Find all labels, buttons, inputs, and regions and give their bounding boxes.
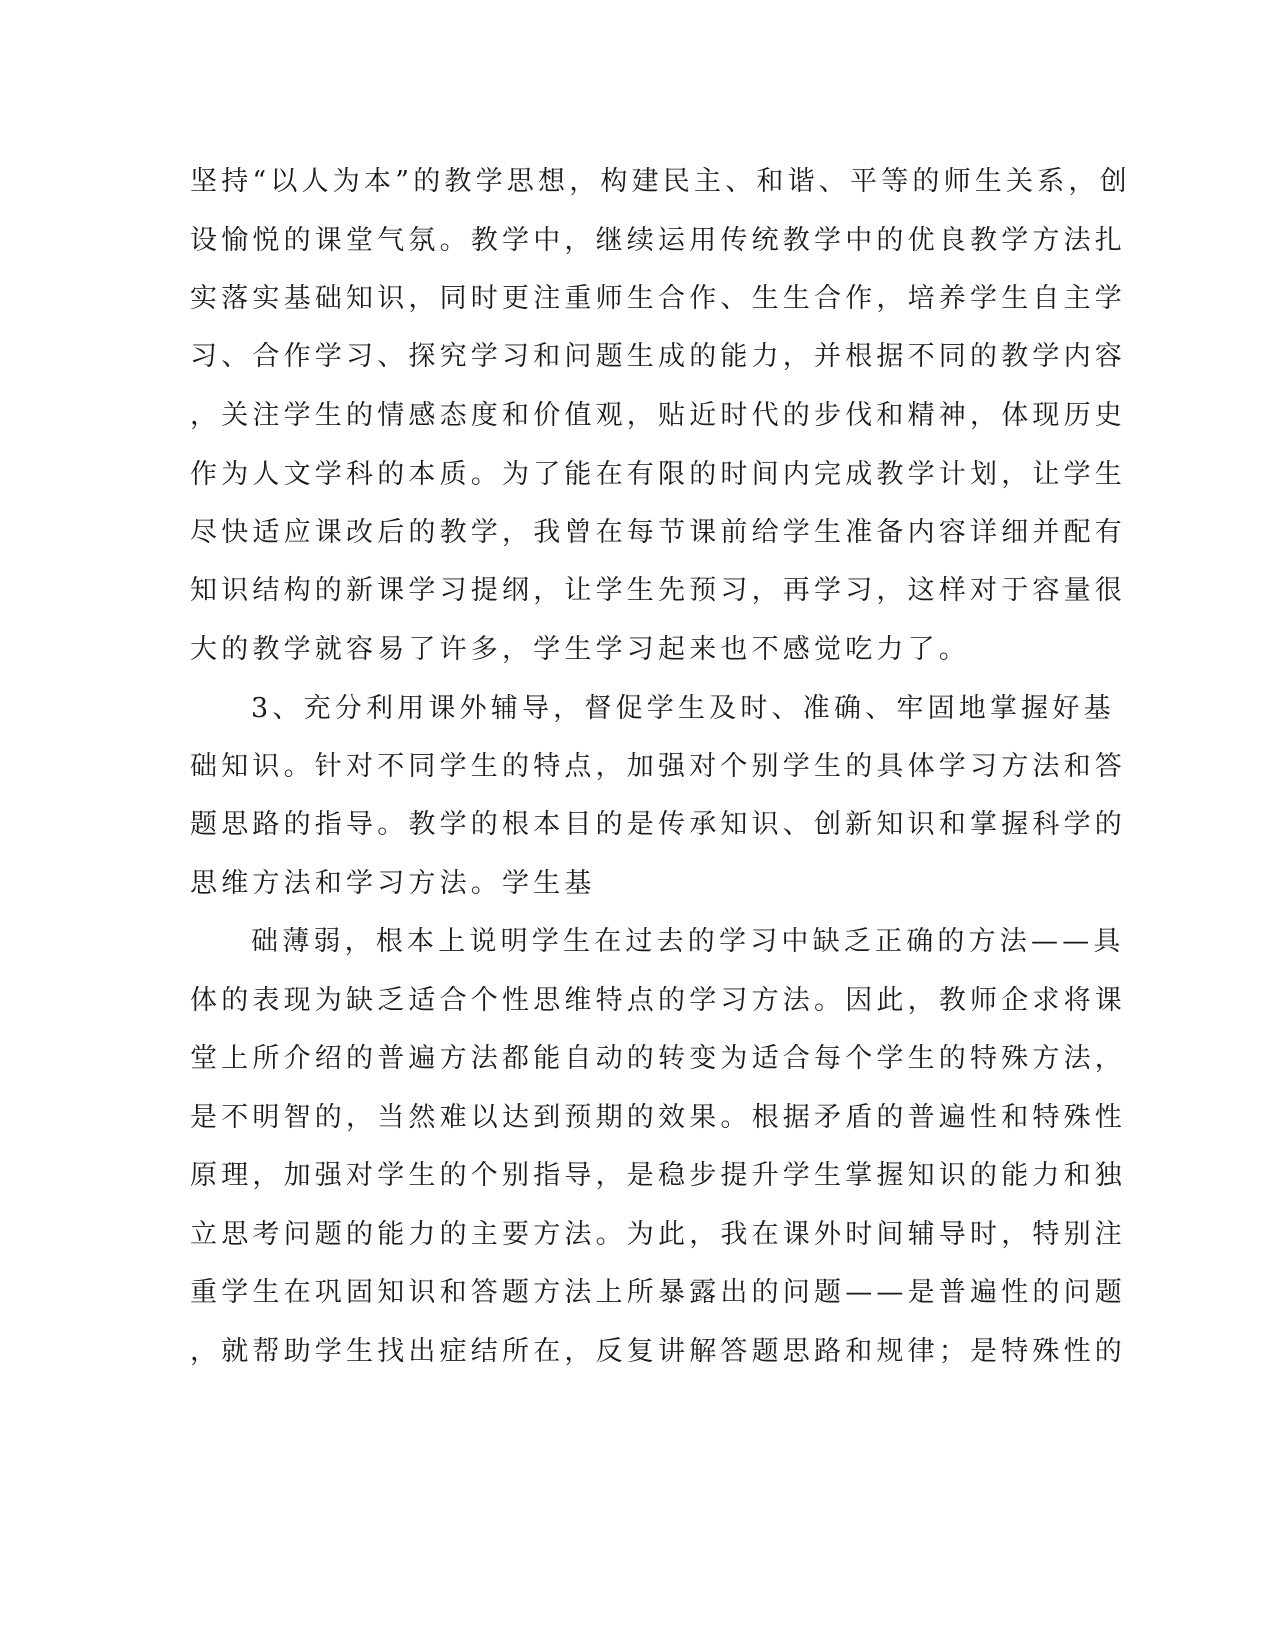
text-line: 原理，加强对学生的个别指导，是稳步提升学生掌握知识的能力和独	[190, 1160, 1126, 1191]
text-line: 尽快适应课改后的教学，我曾在每节课前给学生准备内容详细并配有	[190, 517, 1126, 548]
text-line: 体的表现为缺乏适合个性思维特点的学习方法。因此，教师企求将课	[190, 985, 1126, 1016]
text-line: 知识结构的新课学习提纲，让学生先预习，再学习，这样对于容量很	[190, 575, 1126, 606]
text-line: ，就帮助学生找出症结所在，反复讲解答题思路和规律；是特殊性的	[190, 1336, 1126, 1367]
text-line: 设愉悦的课堂气氛。教学中，继续运用传统教学中的优良教学方法扎	[190, 225, 1126, 256]
text-line: 坚持“以人为本”的教学思想，构建民主、和谐、平等的师生关系，创	[190, 166, 1131, 197]
text-line: 作为人文学科的本质。为了能在有限的时间内完成教学计划，让学生	[190, 459, 1126, 490]
text-line: 大的教学就容易了许多，学生学习起来也不感觉吃力了。	[190, 634, 970, 665]
text-line: 是不明智的，当然难以达到预期的效果。根据矛盾的普遍性和特殊性	[190, 1102, 1126, 1133]
text-line: 习、合作学习、探究学习和问题生成的能力，并根据不同的教学内容	[190, 341, 1126, 372]
text-line: 实落实基础知识，同时更注重师生合作、生生合作，培养学生自主学	[190, 283, 1126, 314]
text-line: 立思考问题的能力的主要方法。为此，我在课外时间辅导时，特别注	[190, 1219, 1126, 1250]
text-line: ，关注学生的情感态度和价值观，贴近时代的步伐和精神，体现历史	[190, 400, 1126, 431]
text-line: 础知识。针对不同学生的特点，加强对个别学生的具体学习方法和答	[190, 751, 1126, 782]
paragraph-start-line: 础薄弱，根本上说明学生在过去的学习中缺乏正确的方法——具	[251, 926, 1125, 957]
text-line: 思维方法和学习方法。学生基	[190, 868, 596, 899]
paragraph-start-line: 3、充分利用课外辅导，督促学生及时、准确、牢固地掌握好基	[251, 693, 1115, 724]
text-line: 堂上所介绍的普遍方法都能自动的转变为适合每个学生的特殊方法，	[190, 1043, 1126, 1074]
text-line: 题思路的指导。教学的根本目的是传承知识、创新知识和掌握科学的	[190, 809, 1126, 840]
text-line: 重学生在巩固知识和答题方法上所暴露出的问题——是普遍性的问题	[190, 1277, 1126, 1308]
